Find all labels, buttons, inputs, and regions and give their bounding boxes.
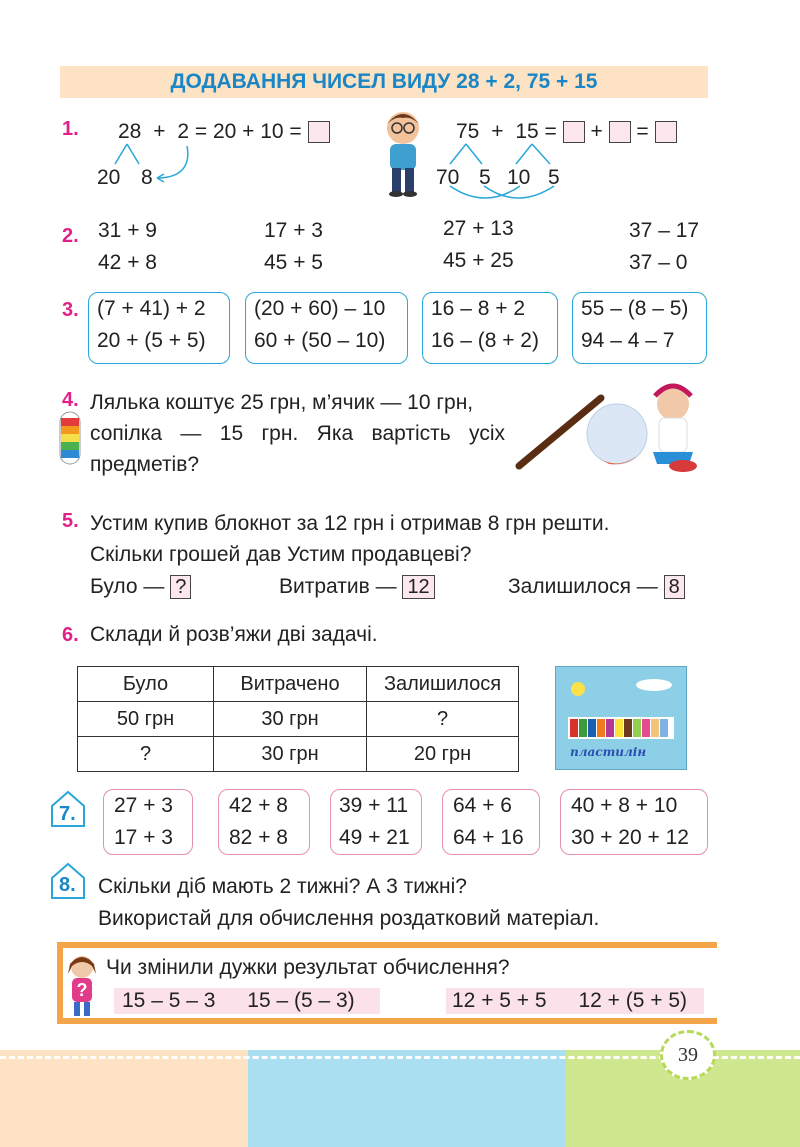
table-cell: 50 грн [78, 702, 214, 737]
table-cell: 30 грн [214, 702, 367, 737]
ex2-number: 2. [62, 225, 79, 247]
ex7-number: 7. [59, 803, 76, 825]
ex8-line: Скільки діб мають 2 тижні? А 3 тижні? [98, 875, 467, 898]
bonus-expr: 15 – 5 – 3 [122, 989, 216, 1012]
ex1-right-split-5b: 5 [548, 166, 560, 189]
ex7-item: 49 + 21 [339, 826, 410, 849]
rainbow-difficulty-icon [58, 410, 82, 466]
page-title: ДОДАВАННЯ ЧИСЕЛ ВИДУ 28 + 2, 75 + 15 [170, 70, 598, 93]
ex1-right-box-1[interactable] [563, 121, 585, 143]
ex2-item: 45 + 5 [264, 251, 323, 274]
ex3-item: 55 – (8 – 5) [581, 297, 689, 320]
ex5-left-box: 8 [664, 575, 685, 599]
footer-band-blue [248, 1050, 566, 1147]
ex2-item: 42 + 8 [98, 251, 157, 274]
ex7-group-4 [442, 789, 540, 855]
ex1-left-plus: + [153, 120, 166, 143]
table-cell: 30 грн [214, 737, 367, 772]
ex5-line: Устим купив блокнот за 12 грн і отримав 8 грн решти. [90, 512, 610, 535]
ex2-col-4 [629, 215, 699, 279]
ex7-item: 64 + 6 [453, 794, 512, 817]
ex7-item: 39 + 11 [339, 794, 409, 817]
ex1-number: 1. [62, 118, 79, 140]
ex2-item: 37 – 0 [629, 251, 688, 274]
table-header-row [78, 667, 519, 702]
ex1-right-a: 75 [456, 120, 480, 143]
ex1-right-plus: + [491, 120, 504, 143]
ex1-right-split-70: 70 [436, 166, 460, 189]
ex1-right-plus2: + [590, 120, 603, 143]
ex3-group-1 [88, 292, 230, 364]
ex2-col-3 [443, 213, 514, 277]
ex7-item: 40 + 8 + 10 [571, 794, 678, 817]
ex7-group-5 [560, 789, 708, 855]
ex3-group-4 [572, 292, 707, 364]
page-number: 39 [678, 1044, 698, 1066]
table-row [78, 737, 519, 772]
table-cell: ? [367, 702, 519, 737]
ex1-right-split-5a: 5 [479, 166, 491, 189]
ex1-right-box-3[interactable] [655, 121, 677, 143]
ex4-line: предметів? [90, 453, 200, 476]
ex6-text: Склади й розв’яжи дві задачі. [90, 623, 378, 646]
bonus-expr-group-2 [446, 988, 704, 1014]
plasticine-label: пластилін [570, 745, 647, 759]
bonus-expr: 12 + 5 + 5 [452, 989, 547, 1012]
ex7-group-1 [103, 789, 193, 855]
bonus-expr: 15 – (5 – 3) [247, 989, 355, 1012]
ex5-was-box[interactable]: ? [170, 575, 191, 599]
ex7-item: 30 + 20 + 12 [571, 826, 689, 849]
bonus-expr-group-1 [114, 988, 380, 1014]
ex2-item: 27 + 13 [443, 217, 514, 240]
ex5-left-label: Залишилося — [508, 575, 658, 598]
table-cell: 20 грн [367, 737, 519, 772]
ex1-left-expression [118, 120, 330, 144]
bonus-question: Чи змінили дужки результат обчислення? [106, 956, 510, 979]
boy-illustration [378, 108, 428, 198]
ex1-right-box-2[interactable] [609, 121, 631, 143]
ex2-col-2 [264, 215, 323, 279]
ex1-answer-box[interactable] [308, 121, 330, 143]
table-header-cell: Витрачено [214, 667, 367, 702]
ex5-was-label: Було — [90, 575, 165, 598]
ex6-number: 6. [62, 624, 79, 646]
ex6-table [77, 666, 519, 772]
ex4-text [90, 387, 505, 480]
ex5-text [90, 508, 609, 570]
ex4-line: сопілка — 15 грн. Яка вартість усіх [90, 422, 505, 445]
table-header-cell: Було [78, 667, 214, 702]
ex3-item: 20 + (5 + 5) [97, 329, 206, 352]
ex7-item: 64 + 16 [453, 826, 524, 849]
ex8-text [98, 871, 599, 935]
ex2-item: 17 + 3 [264, 219, 323, 242]
ex2-col-1 [98, 215, 157, 279]
ex1-right-eq2: = [636, 120, 649, 143]
ex3-item: (20 + 60) – 10 [254, 297, 386, 320]
svg-text:?: ? [76, 980, 88, 1000]
ex1-right-split-10: 10 [507, 166, 531, 189]
ex3-item: 60 + (50 – 10) [254, 329, 386, 352]
ex4-line: Лялька коштує 25 грн, м’ячик — 10 грн, [90, 391, 474, 414]
ex7-item: 27 + 3 [114, 794, 173, 817]
ex7-group-2 [218, 789, 310, 855]
ex7-item: 82 + 8 [229, 826, 288, 849]
table-cell: ? [78, 737, 214, 772]
ex7-item: 42 + 8 [229, 794, 288, 817]
footer-band-orange [0, 1050, 248, 1147]
ex5-line: Скільки грошей дав Устим продавцеві? [90, 543, 472, 566]
ex1-left-b: 2 [177, 120, 189, 143]
ex5-spent-box: 12 [402, 575, 434, 599]
ex1-left-a: 28 [118, 120, 142, 143]
ex7-item: 17 + 3 [114, 826, 173, 849]
ex3-item: 16 – (8 + 2) [431, 329, 539, 352]
ex5-left [508, 575, 685, 599]
ex1-left-split-b: 8 [141, 166, 153, 189]
ex1-right-b: 15 [515, 120, 539, 143]
ex3-group-2 [245, 292, 408, 364]
plasticine-box [555, 666, 687, 770]
ex3-number: 3. [62, 299, 79, 321]
ex3-item: (7 + 41) + 2 [97, 297, 206, 320]
ex5-was [90, 575, 191, 599]
ex8-number: 8. [59, 874, 76, 896]
ex7-group-3 [330, 789, 422, 855]
ex3-item: 94 – 4 – 7 [581, 329, 675, 352]
ex4-number: 4. [62, 389, 79, 411]
table-header-cell: Залишилося [367, 667, 519, 702]
ex3-item: 16 – 8 + 2 [431, 297, 525, 320]
ex1-left-rest: = 20 + 10 = [194, 120, 302, 143]
ex2-item: 45 + 25 [443, 249, 514, 272]
ex1-right-expression [456, 120, 677, 144]
ex2-item: 31 + 9 [98, 219, 157, 242]
girl-question-icon [62, 952, 104, 1022]
bonus-expr: 12 + (5 + 5) [578, 989, 688, 1012]
ex5-spent-label: Витратив — [279, 575, 397, 598]
table-row [78, 702, 519, 737]
ex1-right-eq: = [544, 120, 557, 143]
ex5-number: 5. [62, 510, 79, 532]
ex3-group-3 [422, 292, 558, 364]
ex8-line: Використай для обчислення роздатковий матеріал. [98, 907, 600, 930]
ex2-item: 37 – 17 [629, 219, 700, 242]
toys-illustration [513, 378, 708, 478]
ex5-spent [279, 575, 435, 599]
ex1-left-split-a: 20 [97, 166, 121, 189]
